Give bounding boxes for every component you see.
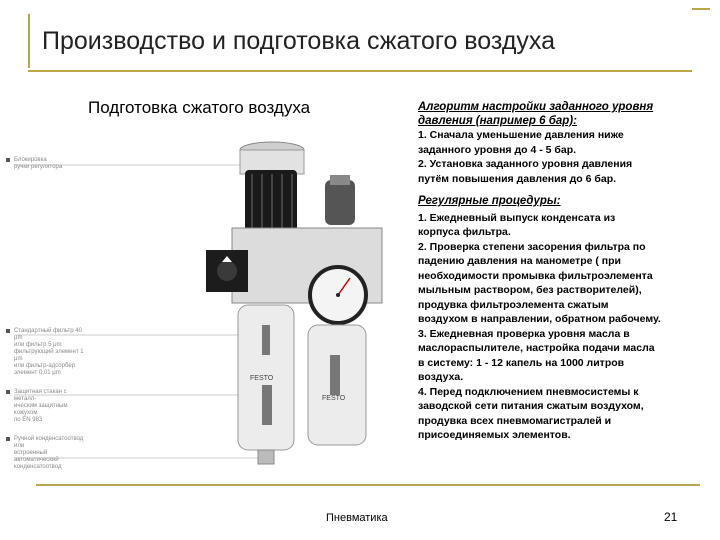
footer-rule — [36, 484, 700, 486]
procedure-line: 4. Перед подключением пневмосистемы к — [418, 385, 639, 398]
procedure-line: необходимости промывка фильтроэлемента — [418, 269, 653, 282]
algorithm-heading: Алгоритм настройки заданного уровня давления (например 6 бар): — [418, 101, 654, 127]
algorithm-line: заданного уровня до 4 - 5 бар. — [418, 143, 577, 156]
procedure-line: 3. Ежедневная проверка уровня масла в — [418, 327, 630, 340]
procedure-line: продувка всех пневмомагистралей и — [418, 414, 612, 427]
page-number: 21 — [664, 510, 678, 524]
regular-procedures-heading: Регулярные процедуры: — [418, 195, 561, 207]
slide-title: Производство и подготовка сжатого воздуха — [42, 27, 556, 55]
callout-bowl-guard: Защитная стакан с металл- ическим защитным кожухом по EN 983 — [14, 389, 84, 424]
procedure-line: падению давления на манометре ( при — [418, 255, 621, 267]
title-rule — [28, 70, 692, 72]
algorithm-line: 1. Сначала уменьшение давления ниже — [418, 129, 624, 141]
brand-label: FESTO — [250, 375, 274, 382]
procedure-line: корпуса фильтра. — [418, 226, 511, 238]
procedure-line: 2. Проверка степени засорения фильтра по — [418, 240, 646, 253]
callout-knob-lock: Блокировка ручки регулятора — [14, 157, 84, 171]
procedure-line: маслораспылителе, настройка подачи масла — [418, 342, 655, 354]
procedure-line: мыльным раствором, без растворителей), — [418, 284, 642, 296]
procedure-line: в систему: 1 - 12 капель на 1000 литров — [418, 356, 625, 369]
frl-unit-figure — [0, 140, 410, 475]
procedure-line: воздуха. — [418, 371, 464, 383]
regular-procedures-list — [418, 211, 710, 443]
footer-label: Пневматика — [326, 512, 388, 524]
frl-unit-illustration — [0, 140, 410, 475]
procedure-line: продувка фильтроэлемента сжатым — [418, 298, 609, 311]
callout-drain: Ручной конденсатоотвод или встроенный автоматический конденсатоотвод — [14, 436, 84, 471]
algorithm-list — [418, 128, 710, 186]
algorithm-line: 2. Установка заданного уровня давления — [418, 158, 633, 170]
oil-drip-dome — [325, 180, 355, 225]
callout-filter: Стандартный фильтр 40 μm или фильтр 5 μm фильтрующий элемент 1 μm или фильтр-адсорбер элемент 0,01 μm — [14, 328, 84, 377]
procedure-line: присоединяемых элементов. — [418, 429, 571, 441]
procedure-text — [418, 100, 710, 443]
corner-mark — [692, 8, 710, 10]
brand-label-lubricator: FESTO — [322, 395, 346, 402]
drain-valve — [258, 450, 274, 464]
procedure-line: воздухом в направлении, обратном рабочему. — [418, 313, 661, 325]
procedure-line: 1. Ежедневный выпуск конденсата из — [418, 211, 616, 224]
title-accent-line — [28, 14, 30, 68]
procedure-line: заводской сети питания сжатым воздухом, — [418, 400, 644, 412]
section-heading: Подготовка сжатого воздуха — [88, 98, 311, 117]
algorithm-line: путём повышения давления до 6 бар. — [418, 172, 617, 185]
